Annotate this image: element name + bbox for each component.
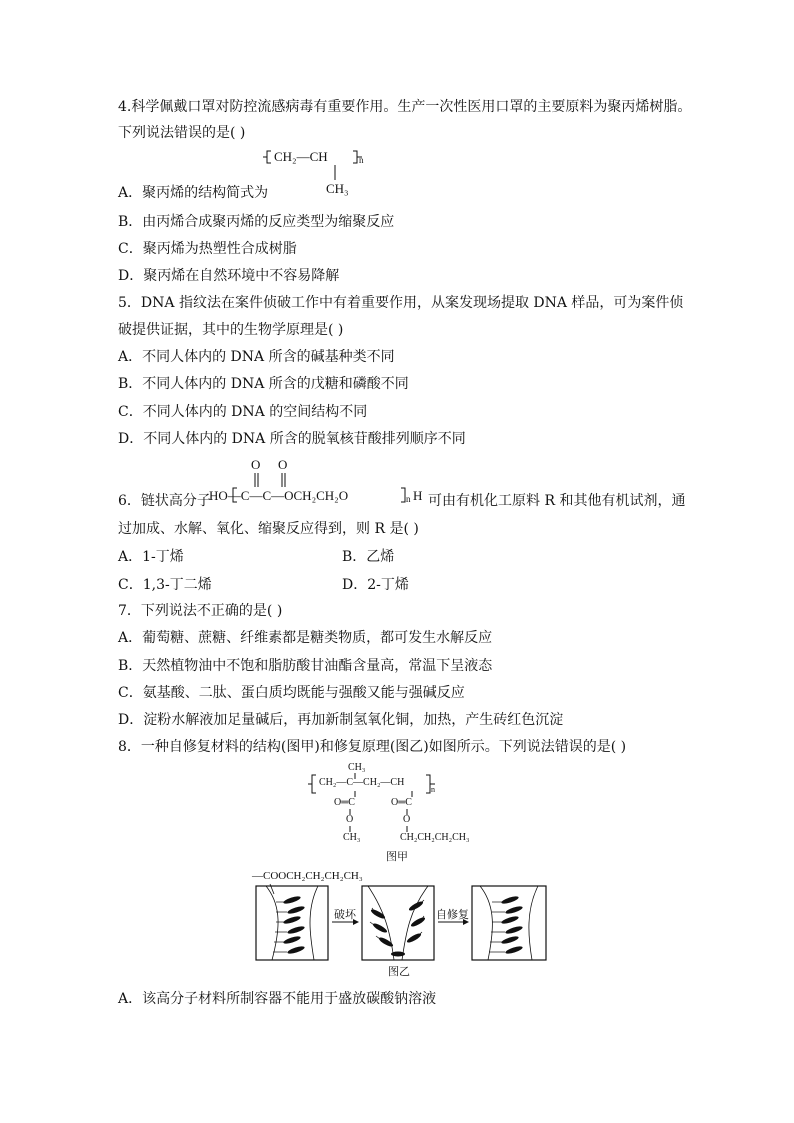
oxygen-right: O: [403, 814, 411, 825]
q7-option-c: C．氨基酸、二肽、蛋白质均既能与强酸又能与强碱反应: [118, 685, 465, 701]
carbonyl-o-2: O: [278, 457, 288, 472]
q4-option-b: B．由丙烯合成聚丙烯的反应类型为缩聚反应: [118, 214, 395, 230]
ester-group-label: —COOCH₂CH₂CH₂CH₃: [252, 870, 363, 882]
q5-option-a: A．不同人体内的 DNA 所含的碱基种类不同: [118, 349, 395, 365]
q5-stem-line2: 破提供证据，其中的生物学原理是( ): [118, 322, 344, 338]
q5-option-d: D．不同人体内的 DNA 所含的脱氧核苷酸排列顺序不同: [118, 431, 466, 447]
q7-option-a: A．葡萄糖、蔗糖、纤维素都是糖类物质，都可发生水解反应: [118, 630, 493, 646]
polyester-formula: [207, 456, 429, 508]
q6-stem-line2: 过加成、水解、氧化、缩聚反应得到，则 R 是( ): [118, 521, 419, 537]
arrow-label-self-repair: 自修复: [436, 908, 469, 921]
ch3-top: CH₃: [348, 762, 366, 773]
q7-option-d: D．淀粉水解液加足量碱后，再加新制氢氧化铜，加热，产生砖红色沉淀: [118, 712, 564, 728]
polypropylene-formula: [262, 146, 372, 198]
q7-stem: 7．下列说法不正确的是( ): [118, 603, 283, 619]
q4-option-c: C．聚丙烯为热塑性合成树脂: [118, 241, 297, 257]
q5-option-b: B．不同人体内的 DNA 所含的戊糖和磷酸不同: [118, 376, 409, 392]
formula-n: n: [359, 155, 364, 165]
main-chain: CH₂—C—CH₂—CH: [319, 777, 405, 788]
q6-option-a: A．1-丁烯: [118, 549, 184, 565]
q5-option-c: C．不同人体内的 DNA 的空间结构不同: [118, 404, 368, 420]
formula-h: H: [413, 488, 423, 503]
q4-stem-line2: 下列说法错误的是( ): [118, 125, 246, 141]
formula-branch: CH₃: [326, 181, 349, 196]
q8-option-a: A．该高分子材料所制容器不能用于盛放碳酸钠溶液: [118, 991, 437, 1007]
q6-option-c: C．1,3-丁二烯: [118, 577, 212, 593]
figure-yi-drawing: [252, 870, 552, 965]
figure-jia-caption: 图甲: [386, 850, 408, 863]
q4-option-a: A．聚丙烯的结构简式为: [118, 185, 269, 201]
q4-stem-line1: 4.科学佩戴口罩对防控流感病毒有重要作用。生产一次性医用口罩的主要原料为聚丙烯树脂。: [118, 99, 692, 115]
figure-yi-repair: [252, 870, 552, 978]
q6-stem-prefix: 6．链状高分子: [118, 493, 211, 509]
ch3-bottom: CH₃: [343, 832, 361, 843]
q7-option-b: B．天然植物油中不饱和脂肪酸甘油酯含量高，常温下呈液态: [118, 658, 493, 674]
formula-main-chain: CH₂—CH: [274, 149, 328, 164]
arrow-label-damage: 破坏: [334, 908, 356, 921]
figure-yi-caption: 图乙: [388, 965, 410, 978]
carbonyl-left: O═C: [334, 797, 355, 808]
q6-stem-suffix: 可由有机化工原料 R 和其他有机试剂，通: [428, 493, 686, 509]
q8-stem: 8．一种自修复材料的结构(图甲)和修复原理(图乙)如图所示。下列说法错误的是( ): [118, 739, 627, 755]
figure-jia-structure: [308, 762, 498, 864]
carbonyl-o-1: O: [251, 457, 261, 472]
q4-option-d: D．聚丙烯在自然环境中不容易降解: [118, 268, 340, 284]
chain-n: n: [431, 785, 435, 794]
formula-main: HO—C—C—OCH₂CH₂O: [209, 488, 349, 503]
q6-option-d: D．2-丁烯: [342, 577, 409, 593]
butyl-group: CH₂CH₂CH₂CH₃: [400, 832, 470, 843]
q5-stem-line1: 5．DNA 指纹法在案件侦破工作中有着重要作用，从案发现场提取 DNA 样品，可为案件侦: [118, 295, 684, 311]
carbonyl-right: O═C: [391, 797, 412, 808]
q6-option-b: B．乙烯: [342, 549, 395, 565]
oxygen-left: O: [346, 814, 354, 825]
formula-n: n: [406, 494, 411, 504]
